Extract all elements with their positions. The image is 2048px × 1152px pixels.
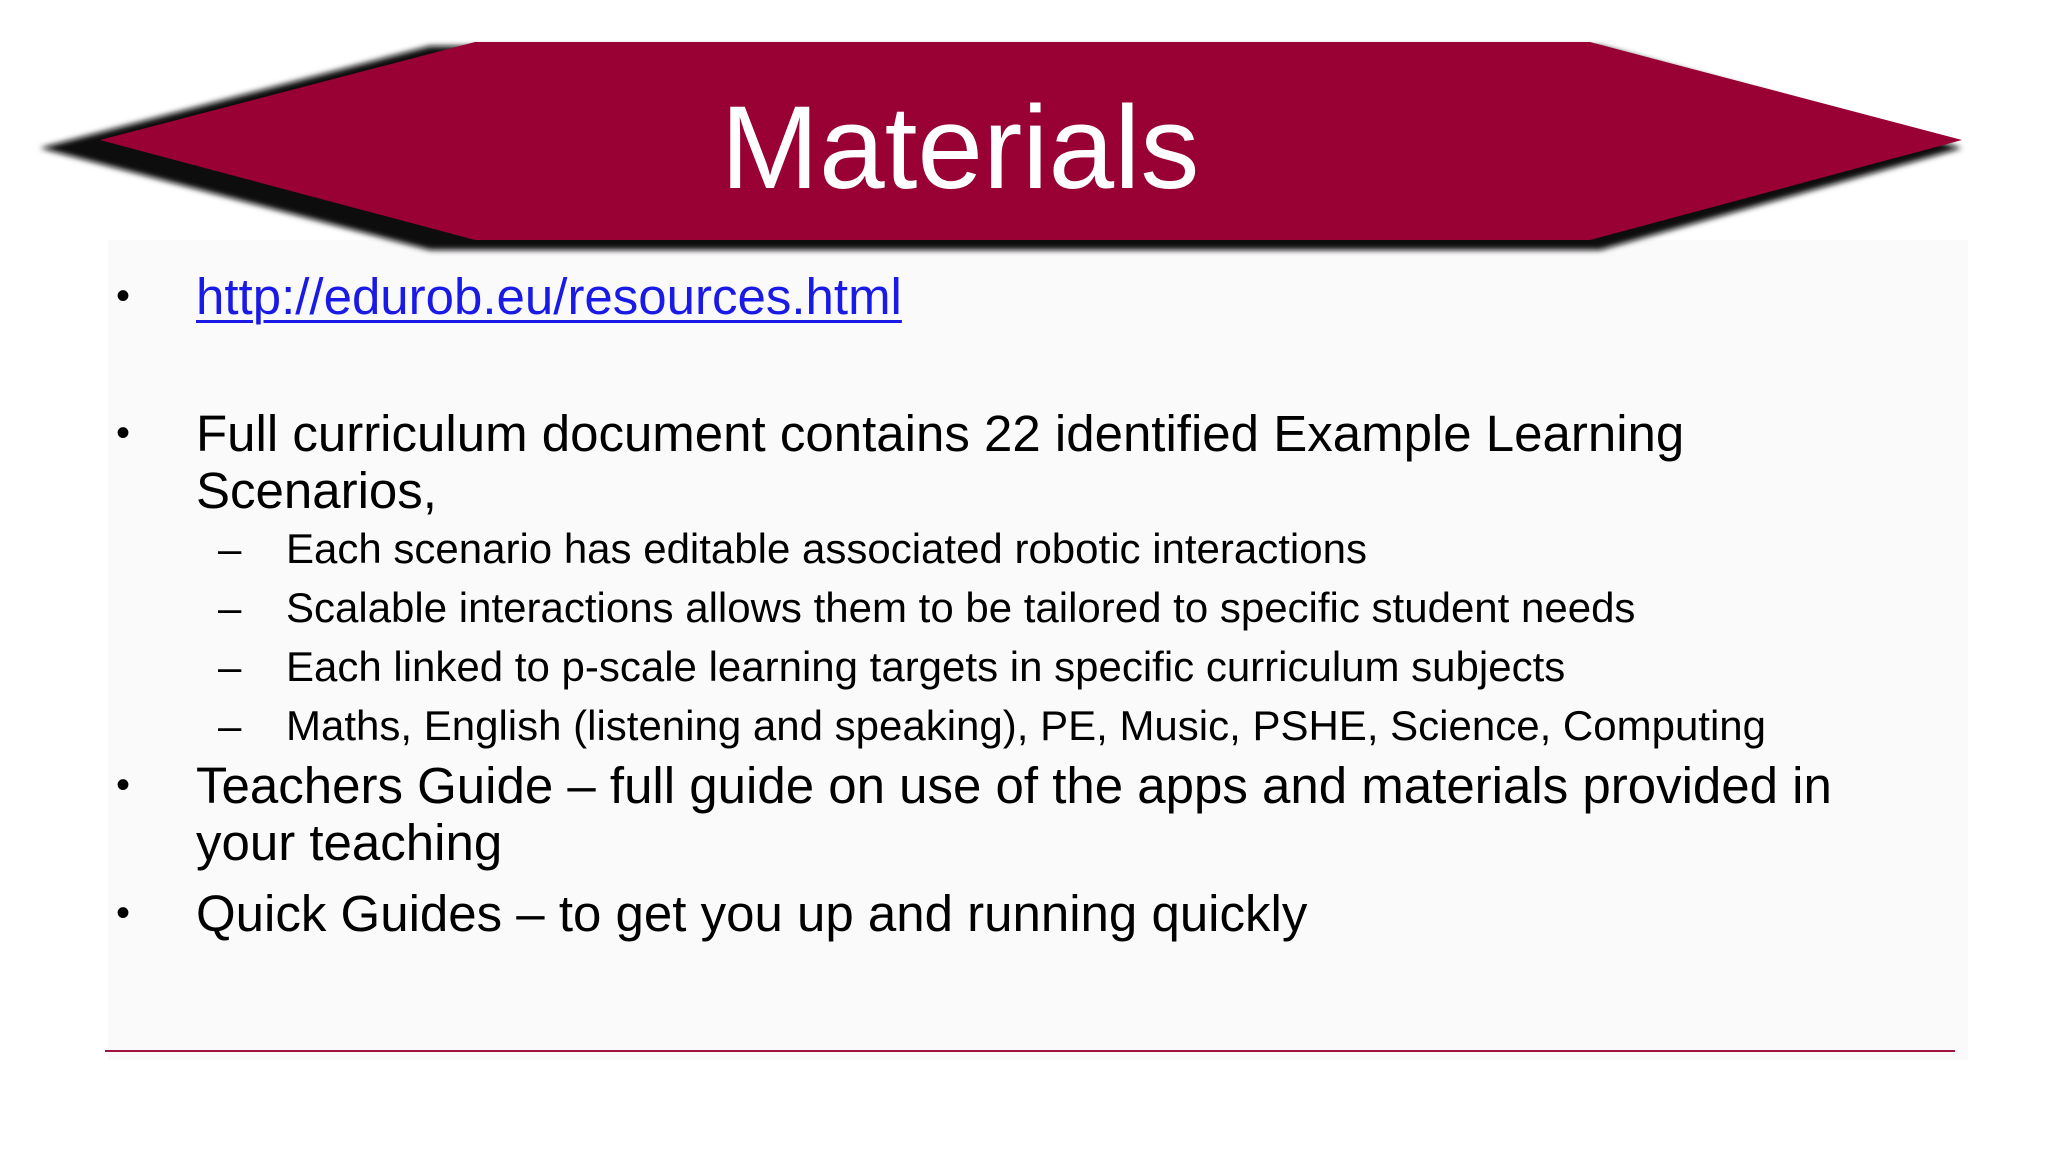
dash-marker: – <box>218 643 242 690</box>
bullet-dot: • <box>116 411 131 455</box>
bullet-text: Full curriculum document contains 22 identified Example Learning <box>196 405 1685 462</box>
sub-list-item <box>110 519 1990 578</box>
footer-divider <box>105 1050 1955 1052</box>
slide-content <box>110 268 1990 942</box>
dash-marker: – <box>218 702 242 749</box>
dash-marker: – <box>218 584 242 631</box>
sub-list-item <box>110 637 1990 696</box>
slide-title: Materials <box>720 82 1200 214</box>
list-item <box>110 268 1990 325</box>
bullet-dot: • <box>116 891 131 935</box>
list-item <box>110 757 1990 871</box>
sub-bullet-text: Scalable interactions allows them to be tailored to specific student needs <box>286 584 1636 631</box>
bullet-text-continuation: Scenarios, <box>196 462 437 519</box>
sub-list-item <box>110 696 1990 755</box>
bullet-text-continuation: your teaching <box>196 814 503 871</box>
sub-bullet-text: Each linked to p-scale learning targets in specific curriculum subjects <box>286 643 1566 690</box>
list-item <box>110 885 1990 942</box>
resources-link[interactable]: http://edurob.eu/resources.html <box>196 268 902 325</box>
dash-marker: – <box>218 525 242 572</box>
sub-list-item <box>110 578 1990 637</box>
sub-bullet-text: Maths, English (listening and speaking), PE, Music, PSHE, Science, Computing <box>286 702 1767 749</box>
bullet-text: Teachers Guide – full guide on use of the apps and materials provided in <box>196 757 1832 814</box>
sub-bullet-text: Each scenario has editable associated robotic interactions <box>286 525 1367 572</box>
bullet-dot: • <box>116 274 131 318</box>
bullet-dot: • <box>116 763 131 807</box>
bullet-text: Quick Guides – to get you up and running quickly <box>196 885 1308 942</box>
list-item <box>110 405 1990 519</box>
